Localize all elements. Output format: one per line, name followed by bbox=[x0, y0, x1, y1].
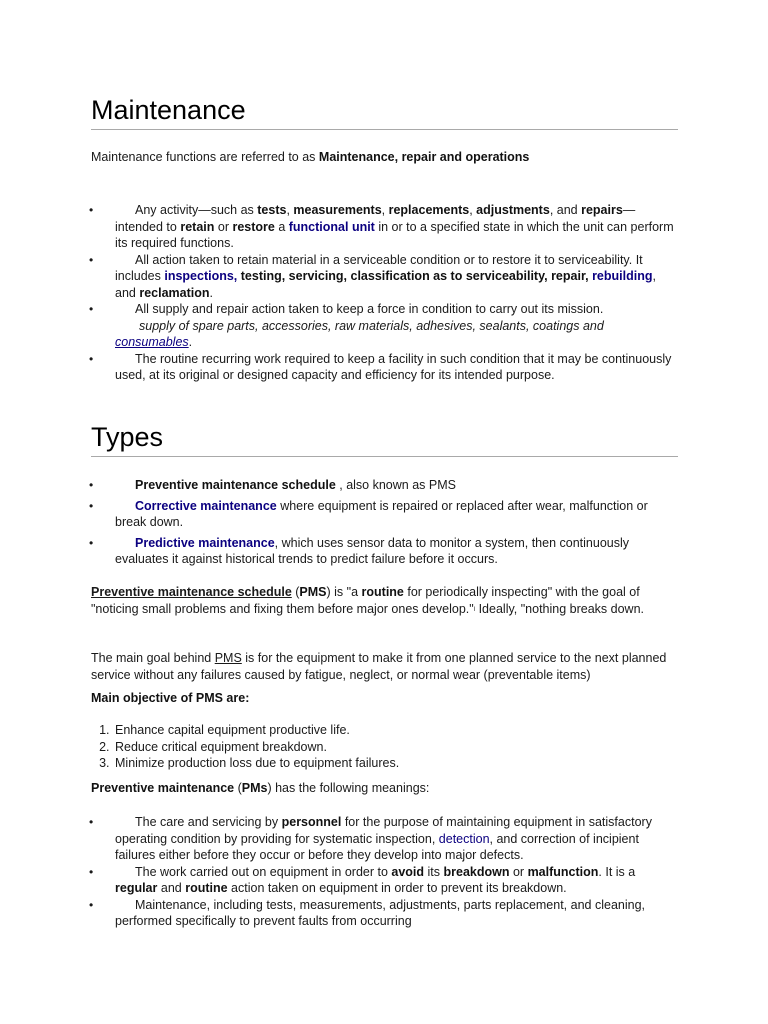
text: , bbox=[286, 203, 294, 217]
list-item bbox=[91, 897, 678, 930]
text: or bbox=[509, 864, 528, 879]
link-pms[interactable]: Preventive maintenance schedule bbox=[91, 585, 292, 599]
link-consumables[interactable]: consumables bbox=[115, 335, 189, 349]
text: Ideally, "nothing breaks down. bbox=[475, 601, 644, 616]
bullet-icon: • bbox=[89, 815, 94, 829]
footnote-mark: ˡ bbox=[473, 604, 476, 615]
bullet-icon: • bbox=[89, 203, 94, 217]
text: and bbox=[157, 881, 186, 895]
term-malfunction: malfunction bbox=[527, 864, 599, 879]
text: The routine recurring work required to keep a facility in such condition that it may be continuously used, at its original or designed capacity and efficiency for its intended purpose. bbox=[115, 351, 672, 382]
text: ) has the following meanings: bbox=[267, 781, 430, 795]
term-tests: tests bbox=[257, 203, 287, 217]
list-item: 3. Minimize production loss due to equipment failures. bbox=[113, 755, 700, 772]
term-measurements: measurements bbox=[293, 203, 382, 217]
text: The work carried out on equipment in order to bbox=[135, 864, 392, 879]
list-item bbox=[91, 202, 678, 252]
text: ( bbox=[234, 781, 242, 795]
term-restore: restore bbox=[232, 219, 275, 234]
text: Maintenance, including tests, measurements, adjustments, parts replacement, and cleaning, performed specifically to prevent faults from occurring bbox=[115, 897, 645, 928]
link-pms-abbr[interactable]: PMS bbox=[214, 651, 242, 665]
term-personnel: personnel bbox=[281, 815, 342, 829]
intro-paragraph bbox=[91, 149, 678, 166]
term-adjustments: adjustments bbox=[476, 203, 550, 217]
text: The main goal behind bbox=[91, 651, 215, 665]
term-routine: routine bbox=[185, 881, 228, 895]
text: , and bbox=[115, 269, 656, 300]
text: , also known as PMS bbox=[335, 478, 456, 492]
link-functional-unit[interactable]: functional unit bbox=[288, 219, 375, 234]
term-pms-abbr: PMS bbox=[299, 585, 327, 599]
text: , and bbox=[549, 203, 582, 217]
text: . bbox=[209, 285, 213, 300]
text: ( bbox=[291, 585, 300, 599]
text: —intended to bbox=[115, 203, 636, 234]
text: Any activity—such as bbox=[135, 203, 258, 217]
text: a bbox=[274, 219, 289, 234]
term-breakdown: breakdown bbox=[443, 864, 510, 879]
link-corrective-maintenance[interactable]: Corrective maintenance bbox=[135, 498, 277, 513]
term-pms: Preventive maintenance schedule bbox=[135, 478, 336, 492]
pm-meanings-paragraph bbox=[91, 780, 678, 797]
bullet-icon: • bbox=[89, 864, 94, 879]
term-retain: retain bbox=[180, 219, 215, 234]
text: for periodically inspecting" with the goal of "noticing small problems and fixing them before major ones develop." bbox=[91, 585, 640, 616]
objective-heading-text: Main objective of PMS are: bbox=[91, 691, 250, 705]
term-routine: routine bbox=[361, 585, 404, 599]
text: , and correction of incipient failures either before they occur or before they develop into major defects. bbox=[115, 831, 639, 862]
list-item bbox=[91, 351, 678, 384]
list-item: 2. Reduce critical equipment breakdown. bbox=[113, 739, 700, 756]
intro-text: Maintenance functions are referred to as bbox=[91, 150, 319, 164]
link-rebuilding[interactable]: rebuilding bbox=[592, 269, 653, 283]
list-item bbox=[91, 252, 678, 302]
text: . It is a bbox=[598, 864, 636, 879]
objective-heading bbox=[91, 690, 678, 707]
maintenance-bullet-list bbox=[91, 202, 678, 384]
text: where equipment is repaired or replaced after wear, malfunction or break down. bbox=[115, 498, 648, 529]
text: is for the equipment to make it from one planned service to the next planned service without any failures caused by fatigue, neglect, or normal wear (preventable items) bbox=[91, 651, 667, 682]
bullet-icon: • bbox=[89, 252, 94, 267]
text: . bbox=[188, 335, 193, 349]
section-heading-types: Types bbox=[91, 421, 678, 457]
link-predictive-maintenance[interactable]: Predictive maintenance bbox=[135, 535, 275, 550]
text: ) is "a bbox=[326, 585, 362, 599]
meanings-bullet-list bbox=[91, 814, 678, 930]
text: action taken on equipment in order to prevent its breakdown. bbox=[227, 881, 567, 895]
term-pms-plural: PMs bbox=[241, 781, 268, 795]
bullet-icon: • bbox=[89, 897, 94, 912]
term-regular: regular bbox=[115, 881, 158, 895]
text: All supply and repair action taken to keep a force in condition to carry out its mission. bbox=[135, 302, 604, 316]
text: in or to a specified state in which the unit can perform its required functions. bbox=[115, 219, 674, 250]
objectives-list bbox=[91, 722, 700, 772]
list-item bbox=[91, 477, 678, 494]
bullet-icon: • bbox=[89, 498, 94, 513]
text: for the purpose of maintaining equipment in satisfactory operating condition by providing for systematic inspection, bbox=[115, 815, 652, 846]
text: its bbox=[424, 864, 444, 879]
pms-paragraph bbox=[91, 584, 678, 618]
list-item bbox=[91, 301, 678, 351]
term-reclamation: reclamation bbox=[139, 285, 210, 300]
types-bullet-list bbox=[91, 477, 678, 568]
text: , which uses sensor data to monitor a system, then continuously evaluates it against historical trends to predict failure before it occurs. bbox=[115, 535, 630, 566]
link-detection[interactable]: detection bbox=[438, 831, 490, 846]
link-inspections[interactable]: inspections, bbox=[164, 269, 238, 283]
text: or bbox=[214, 219, 233, 234]
bullet-icon: • bbox=[89, 478, 94, 492]
list-item bbox=[91, 864, 678, 897]
list-item bbox=[91, 814, 678, 864]
bullet-icon: • bbox=[89, 535, 94, 550]
intro-bold: Maintenance, repair and operations bbox=[318, 150, 530, 164]
section-heading-maintenance: Maintenance bbox=[91, 94, 678, 130]
bullet-icon: • bbox=[89, 351, 94, 366]
list-item bbox=[91, 535, 678, 568]
bullet-icon: • bbox=[89, 302, 94, 316]
text: , bbox=[469, 203, 477, 217]
term-avoid: avoid bbox=[391, 864, 425, 879]
text: The care and servicing by bbox=[135, 815, 282, 829]
text: , bbox=[381, 203, 389, 217]
term-preventive-maintenance: Preventive maintenance bbox=[91, 781, 235, 795]
term-repairs: repairs bbox=[581, 203, 623, 217]
bold-terms: testing, servicing, classification as to serviceability, repair, bbox=[237, 269, 593, 283]
list-item: 1. Enhance capital equipment productive life. bbox=[113, 722, 700, 739]
goal-paragraph bbox=[91, 650, 678, 683]
term-replacements: replacements bbox=[388, 203, 470, 217]
italic-text: supply of spare parts, accessories, raw materials, adhesives, sealants, coatings and bbox=[139, 318, 604, 333]
list-item bbox=[91, 498, 678, 531]
text: All action taken to retain material in a serviceable condition or to restore it to serviceability. It includes bbox=[115, 252, 643, 283]
